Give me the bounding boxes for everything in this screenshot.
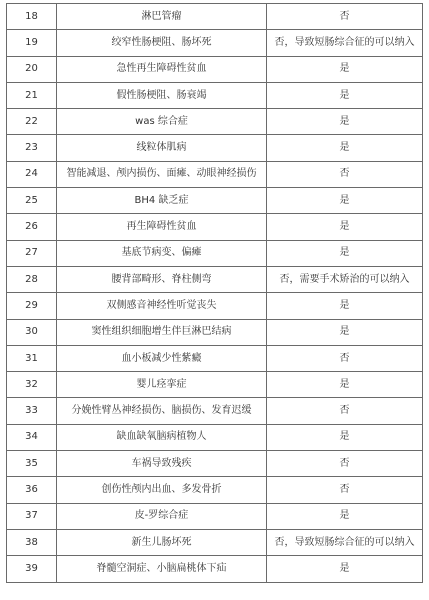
row-number: 30 (7, 319, 57, 345)
row-number: 35 (7, 451, 57, 477)
row-number: 34 (7, 424, 57, 450)
eligibility-flag: 否 (267, 398, 423, 424)
table-row (7, 266, 423, 292)
table-row (7, 135, 423, 161)
row-number: 39 (7, 556, 57, 582)
row-number: 26 (7, 214, 57, 240)
row-number: 37 (7, 503, 57, 529)
condition-name: BH4 缺乏症 (57, 188, 267, 214)
table-row (7, 293, 423, 319)
eligibility-flag: 是 (267, 372, 423, 398)
row-number: 20 (7, 56, 57, 82)
eligibility-flag: 否 (267, 4, 423, 30)
table-row (7, 109, 423, 135)
row-number: 38 (7, 529, 57, 555)
disease-table (6, 3, 423, 583)
table-row (7, 451, 423, 477)
table-row (7, 372, 423, 398)
eligibility-flag: 否 (267, 477, 423, 503)
table-row (7, 477, 423, 503)
eligibility-flag: 是 (267, 503, 423, 529)
table-row (7, 4, 423, 30)
eligibility-flag: 否 (267, 161, 423, 187)
condition-name: 双侧感音神经性听觉丧失 (57, 293, 267, 319)
condition-name: 血小板减少性紫癜 (57, 345, 267, 371)
condition-name: 缺血缺氧脑病植物人 (57, 424, 267, 450)
row-number: 31 (7, 345, 57, 371)
condition-name: 分娩性臂丛神经损伤、脑损伤、发育迟缓 (57, 398, 267, 424)
eligibility-flag: 是 (267, 82, 423, 108)
eligibility-flag: 是 (267, 56, 423, 82)
table-row (7, 240, 423, 266)
eligibility-flag: 否 (267, 451, 423, 477)
condition-name: 新生儿肠坏死 (57, 529, 267, 555)
condition-name: 婴儿痉挛症 (57, 372, 267, 398)
eligibility-flag: 否，需要手术矫治的可以纳入 (267, 266, 423, 292)
condition-name: 急性再生障碍性贫血 (57, 56, 267, 82)
row-number: 27 (7, 240, 57, 266)
row-number: 33 (7, 398, 57, 424)
condition-name: 皮-罗综合症 (57, 503, 267, 529)
eligibility-flag: 否，导致短肠综合征的可以纳入 (267, 30, 423, 56)
table-row (7, 398, 423, 424)
table-row (7, 345, 423, 371)
table-row (7, 319, 423, 345)
condition-name: was 综合症 (57, 109, 267, 135)
condition-name: 淋巴管瘤 (57, 4, 267, 30)
table-row (7, 503, 423, 529)
row-number: 24 (7, 161, 57, 187)
row-number: 19 (7, 30, 57, 56)
eligibility-flag: 是 (267, 293, 423, 319)
table-row (7, 188, 423, 214)
eligibility-flag: 是 (267, 319, 423, 345)
condition-name: 创伤性颅内出血、多发骨折 (57, 477, 267, 503)
eligibility-flag: 是 (267, 109, 423, 135)
condition-name: 基底节病变、偏瘫 (57, 240, 267, 266)
table-row (7, 214, 423, 240)
row-number: 21 (7, 82, 57, 108)
row-number: 36 (7, 477, 57, 503)
disease-table-body (7, 4, 423, 583)
eligibility-flag: 是 (267, 556, 423, 582)
condition-name: 再生障碍性贫血 (57, 214, 267, 240)
row-number: 22 (7, 109, 57, 135)
eligibility-flag: 否，导致短肠综合征的可以纳入 (267, 529, 423, 555)
eligibility-flag: 是 (267, 424, 423, 450)
row-number: 29 (7, 293, 57, 319)
condition-name: 窦性组织细胞增生伴巨淋巴结病 (57, 319, 267, 345)
row-number: 23 (7, 135, 57, 161)
condition-name: 线粒体肌病 (57, 135, 267, 161)
condition-name: 智能减退、颅内损伤、面瘫、动眼神经损伤 (57, 161, 267, 187)
row-number: 18 (7, 4, 57, 30)
table-row (7, 161, 423, 187)
table-row (7, 30, 423, 56)
eligibility-flag: 是 (267, 135, 423, 161)
condition-name: 腰背部畸形、脊柱侧弯 (57, 266, 267, 292)
condition-name: 绞窄性肠梗阻、肠坏死 (57, 30, 267, 56)
table-row (7, 424, 423, 450)
row-number: 32 (7, 372, 57, 398)
eligibility-flag: 是 (267, 188, 423, 214)
eligibility-flag: 是 (267, 214, 423, 240)
table-row (7, 82, 423, 108)
condition-name: 车祸导致残疾 (57, 451, 267, 477)
eligibility-flag: 否 (267, 345, 423, 371)
table-row (7, 556, 423, 582)
row-number: 28 (7, 266, 57, 292)
row-number: 25 (7, 188, 57, 214)
condition-name: 脊髓空洞症、小脑扁桃体下疝 (57, 556, 267, 582)
condition-name: 假性肠梗阻、肠衰竭 (57, 82, 267, 108)
table-row (7, 529, 423, 555)
table-row (7, 56, 423, 82)
eligibility-flag: 是 (267, 240, 423, 266)
